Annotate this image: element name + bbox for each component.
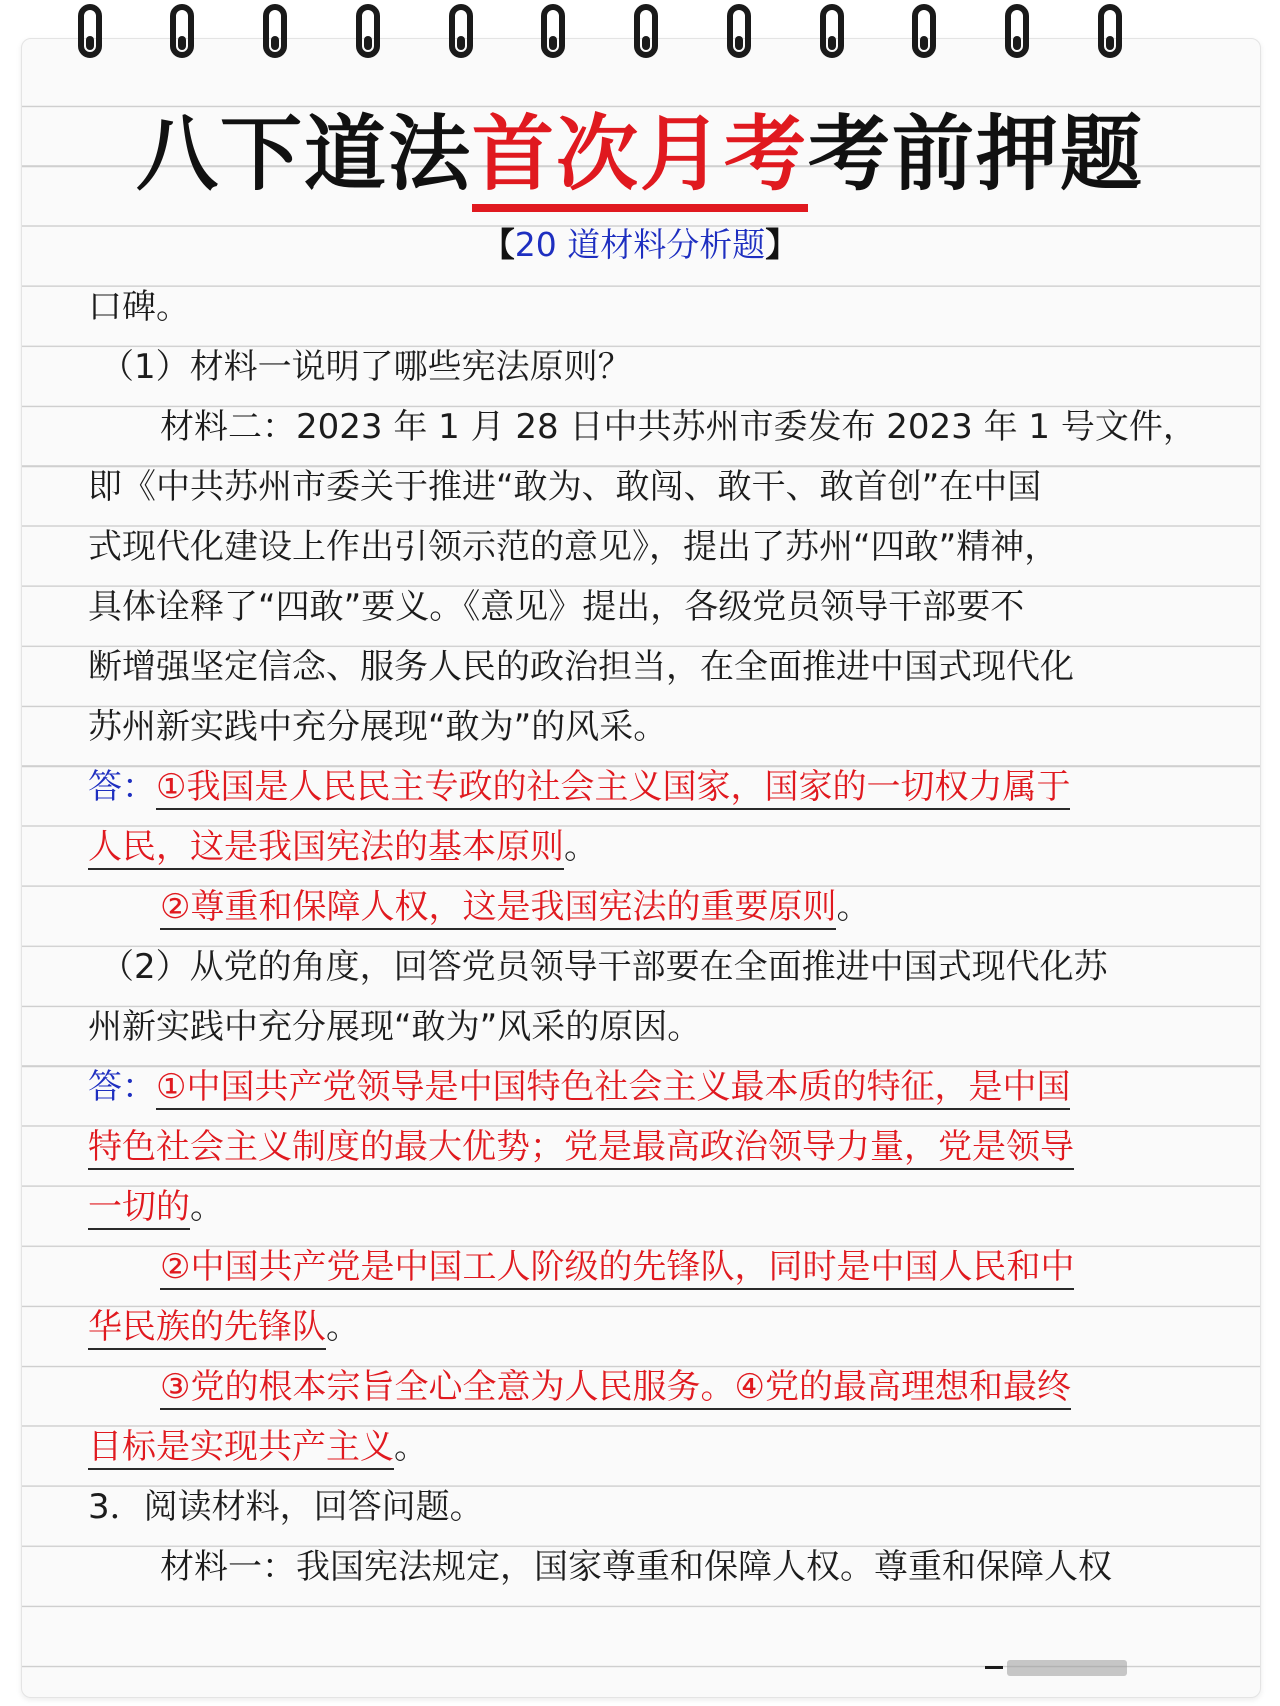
answer-text: 人民，这是我国宪法的基本原则 bbox=[88, 827, 564, 870]
binding-ring bbox=[727, 4, 751, 58]
answer-2-line bbox=[88, 1124, 1074, 1170]
binding-ring bbox=[1098, 4, 1122, 58]
binding-ring bbox=[170, 4, 194, 58]
material-2-line: 具体诠释了“四敢”要义。《意见》提出，各级党员领导干部要不 bbox=[88, 587, 1025, 627]
answer-2-line bbox=[160, 1244, 1074, 1290]
answer-text: 一切的 bbox=[88, 1187, 190, 1230]
material-2-line: 式现代化建设上作出引领示范的意见》，提出了苏州“四敢”精神， bbox=[88, 527, 1059, 567]
answer-end: 。 bbox=[326, 1307, 360, 1347]
title-part-1: 八下道法 bbox=[135, 107, 472, 202]
answer-label: 答： bbox=[88, 767, 156, 807]
answer-2-line bbox=[88, 1184, 224, 1230]
subtitle-text: 20 道材料分析题 bbox=[514, 225, 766, 264]
answer-1-line bbox=[88, 824, 598, 870]
binding-ring bbox=[356, 4, 380, 58]
answer-text: ③党的根本宗旨全心全意为人民服务。④党的最高理想和最终 bbox=[160, 1367, 1071, 1410]
text-line: 口碑。 bbox=[88, 287, 190, 327]
question-1-2: 州新实践中充分展现“敢为”风采的原因。 bbox=[88, 1007, 702, 1047]
binding-ring bbox=[449, 4, 473, 58]
question-1-1: （1）材料一说明了哪些宪法原则？ bbox=[100, 347, 632, 387]
answer-end: 。 bbox=[564, 827, 598, 867]
binding-ring bbox=[78, 4, 102, 58]
answer-2-line bbox=[88, 1064, 1070, 1110]
answer-text: ①中国共产党领导是中国特色社会主义最本质的特征，是中国 bbox=[156, 1067, 1070, 1110]
binding-ring bbox=[263, 4, 287, 58]
material-2-line: 材料二：2023 年 1 月 28 日中共苏州市委发布 2023 年 1 号文件， bbox=[160, 407, 1197, 447]
title-part-2: 考前押题 bbox=[808, 107, 1145, 202]
answer-text: ②中国共产党是中国工人阶级的先锋队，同时是中国人民和中 bbox=[160, 1247, 1074, 1290]
answer-text: 华民族的先锋队 bbox=[88, 1307, 326, 1350]
answer-end: 。 bbox=[836, 887, 871, 927]
watermark-icon bbox=[985, 1656, 1135, 1680]
answer-text: 特色社会主义制度的最大优势；党是最高政治领导力量，党是领导 bbox=[88, 1127, 1074, 1170]
answer-text: 目标是实现共产主义 bbox=[88, 1427, 394, 1470]
binding-ring bbox=[634, 4, 658, 58]
material-1-line: 材料一：我国宪法规定，国家尊重和保障人权。尊重和保障人权 bbox=[160, 1547, 1112, 1587]
answer-text: ②尊重和保障人权，这是我国宪法的重要原则 bbox=[160, 887, 836, 930]
answer-1-line bbox=[160, 884, 870, 930]
binding-ring bbox=[1005, 4, 1029, 58]
answer-end: 。 bbox=[394, 1427, 428, 1467]
subtitle-close-bracket: 】 bbox=[765, 225, 799, 264]
page-subtitle bbox=[0, 222, 1280, 268]
material-2-line: 苏州新实践中充分展现“敢为”的风采。 bbox=[88, 707, 668, 747]
answer-2-line bbox=[88, 1304, 360, 1350]
material-2-line: 即《中共苏州市委关于推进“敢为、敢闯、敢干、敢首创”在中国 bbox=[88, 467, 1042, 507]
question-1-2: （2）从党的角度，回答党员领导干部要在全面推进中国式现代化苏 bbox=[100, 947, 1108, 987]
page-title bbox=[0, 100, 1280, 210]
title-highlight: 首次月考 bbox=[472, 107, 808, 212]
binding-ring bbox=[820, 4, 844, 58]
answer-1-line bbox=[88, 764, 1070, 810]
answer-2-line bbox=[88, 1424, 428, 1470]
binding-ring bbox=[541, 4, 565, 58]
subtitle-open-bracket: 【 bbox=[481, 225, 515, 264]
material-2-line: 断增强坚定信念、服务人民的政治担当，在全面推进中国式现代化 bbox=[88, 647, 1074, 687]
answer-end: 。 bbox=[190, 1187, 224, 1227]
answer-text: ①我国是人民民主专政的社会主义国家，国家的一切权力属于 bbox=[156, 767, 1070, 810]
answer-label: 答： bbox=[88, 1067, 156, 1107]
question-3: 3．阅读材料，回答问题。 bbox=[88, 1487, 484, 1527]
answer-2-line bbox=[160, 1364, 1071, 1410]
binding-ring bbox=[912, 4, 936, 58]
